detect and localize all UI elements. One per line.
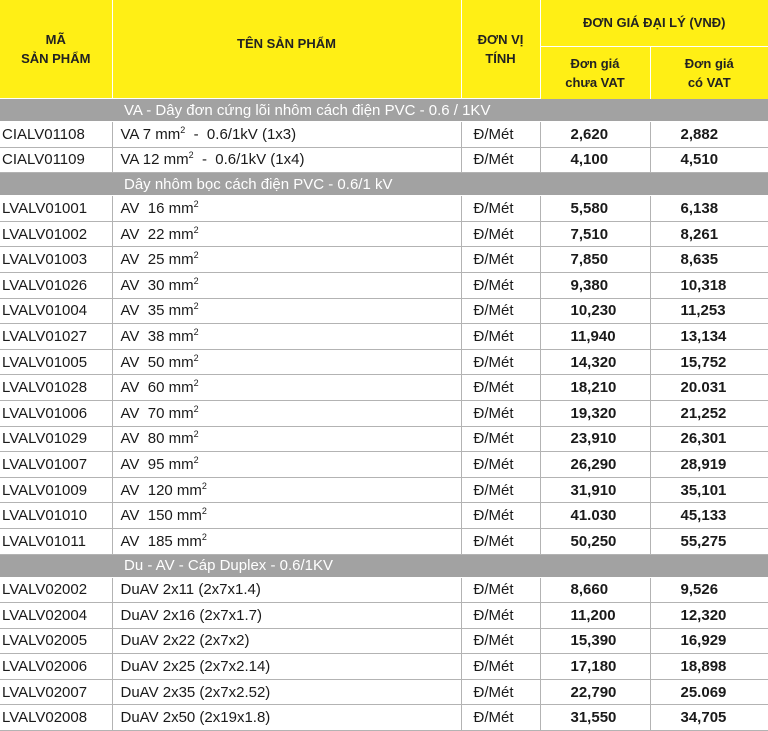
unit-cell: Đ/Mét	[461, 272, 540, 298]
table-row	[0, 477, 768, 503]
product-name-text: AV 120 mm	[121, 482, 202, 499]
unit-cell: Đ/Mét	[461, 324, 540, 350]
product-name-text: AV 16 mm	[121, 200, 194, 217]
section-row	[0, 554, 768, 577]
unit-exponent: 2	[194, 404, 199, 414]
price-with-vat-cell: 20.031	[650, 375, 768, 401]
table-row	[0, 196, 768, 222]
product-name-text: DuAV 2x11 (2x7x1.4)	[121, 581, 261, 598]
unit-exponent: 2	[194, 455, 199, 465]
price-with-vat-cell: 34,705	[650, 705, 768, 731]
product-code-cell: LVALV01029	[0, 426, 112, 452]
unit-cell: Đ/Mét	[461, 503, 540, 529]
unit-cell: Đ/Mét	[461, 528, 540, 554]
unit-cell: Đ/Mét	[461, 679, 540, 705]
price-with-vat-cell: 8,635	[650, 247, 768, 273]
product-name-cell	[112, 705, 461, 731]
table-header	[0, 0, 768, 99]
price-with-vat-cell: 15,752	[650, 349, 768, 375]
table-row	[0, 147, 768, 173]
section-row	[0, 173, 768, 196]
unit-exponent: 2	[194, 301, 199, 311]
price-before-vat-cell: 10,230	[540, 298, 650, 324]
table-row	[0, 528, 768, 554]
header-code-line1: MÃ	[0, 30, 112, 49]
price-with-vat-cell: 55,275	[650, 528, 768, 554]
unit-cell: Đ/Mét	[461, 400, 540, 426]
product-name-text: AV 95 mm	[121, 456, 194, 473]
price-with-vat-cell: 2,882	[650, 122, 768, 148]
table-row	[0, 705, 768, 731]
unit-exponent: 2	[194, 276, 199, 286]
product-name-cell	[112, 628, 461, 654]
price-before-vat-cell: 14,320	[540, 349, 650, 375]
product-name-cell	[112, 503, 461, 529]
table-row	[0, 324, 768, 350]
price-before-vat-cell: 31,910	[540, 477, 650, 503]
product-name-text: AV 150 mm	[121, 507, 202, 524]
product-name-cell	[112, 603, 461, 629]
table-row	[0, 272, 768, 298]
product-name-cell	[112, 577, 461, 603]
price-with-vat-cell: 4,510	[650, 147, 768, 173]
product-name-cell	[112, 147, 461, 173]
unit-cell: Đ/Mét	[461, 477, 540, 503]
product-code-cell: LVALV01028	[0, 375, 112, 401]
product-name-cell	[112, 654, 461, 680]
product-code-cell: LVALV02002	[0, 577, 112, 603]
product-name-text: AV 35 mm	[121, 302, 194, 319]
product-code-cell: LVALV01011	[0, 528, 112, 554]
table-row	[0, 628, 768, 654]
table-row	[0, 298, 768, 324]
product-code-cell: LVALV01010	[0, 503, 112, 529]
header-price-vat	[650, 46, 768, 98]
unit-cell: Đ/Mét	[461, 122, 540, 148]
product-code-cell: LVALV01001	[0, 196, 112, 222]
product-name-cell	[112, 247, 461, 273]
header-price-novat	[540, 46, 650, 98]
product-name-cell	[112, 298, 461, 324]
price-before-vat-cell: 31,550	[540, 705, 650, 731]
product-name-cell	[112, 324, 461, 350]
product-name-text: DuAV 2x16 (2x7x1.7)	[121, 607, 262, 624]
unit-cell: Đ/Mét	[461, 298, 540, 324]
price-before-vat-cell: 5,580	[540, 196, 650, 222]
product-name-text: VA 7 mm	[121, 126, 181, 143]
product-name-text: AV 60 mm	[121, 379, 194, 396]
product-name-cell	[112, 272, 461, 298]
product-name-cell	[112, 196, 461, 222]
table-row	[0, 247, 768, 273]
unit-exponent: 2	[194, 250, 199, 260]
product-code-cell: LVALV01003	[0, 247, 112, 273]
price-with-vat-cell: 10,318	[650, 272, 768, 298]
table-body	[0, 99, 768, 731]
header-unit-line1: ĐƠN VỊ	[462, 30, 540, 49]
product-code-cell: LVALV01004	[0, 298, 112, 324]
unit-cell: Đ/Mét	[461, 221, 540, 247]
header-price-vat-line2: có VAT	[651, 73, 768, 92]
unit-exponent: 2	[202, 532, 207, 542]
unit-exponent: 2	[202, 506, 207, 516]
table-row	[0, 122, 768, 148]
product-code-cell: LVALV01007	[0, 452, 112, 478]
product-name-cell	[112, 679, 461, 705]
header-price-novat-line2: chưa VAT	[541, 73, 650, 92]
product-name-text: AV 80 mm	[121, 430, 194, 447]
unit-cell: Đ/Mét	[461, 654, 540, 680]
table-row	[0, 375, 768, 401]
product-name-cell	[112, 528, 461, 554]
product-name-cell	[112, 221, 461, 247]
product-code-cell: CIALV01109	[0, 147, 112, 173]
product-name-text: DuAV 2x50 (2x19x1.8)	[121, 709, 271, 726]
unit-exponent: 2	[189, 150, 194, 160]
price-with-vat-cell: 12,320	[650, 603, 768, 629]
price-before-vat-cell: 4,100	[540, 147, 650, 173]
unit-exponent: 2	[194, 225, 199, 235]
header-price-vat-line1: Đơn giá	[651, 54, 768, 73]
product-name-text: AV 25 mm	[121, 251, 194, 268]
unit-exponent: 2	[202, 481, 207, 491]
product-code-cell: LVALV01006	[0, 400, 112, 426]
product-name-text: DuAV 2x25 (2x7x2.14)	[121, 658, 271, 675]
unit-cell: Đ/Mét	[461, 147, 540, 173]
product-name-cell	[112, 375, 461, 401]
product-name-cell	[112, 400, 461, 426]
product-code-cell: LVALV01005	[0, 349, 112, 375]
product-name-suffix: - 0.6/1kV (1x3)	[185, 126, 296, 143]
price-before-vat-cell: 50,250	[540, 528, 650, 554]
price-before-vat-cell: 22,790	[540, 679, 650, 705]
table-row	[0, 679, 768, 705]
section-title: Dây nhôm bọc cách điện PVC - 0.6/1 kV	[112, 173, 768, 196]
unit-cell: Đ/Mét	[461, 196, 540, 222]
price-with-vat-cell: 45,133	[650, 503, 768, 529]
product-code-cell: LVALV01026	[0, 272, 112, 298]
product-code-cell: LVALV02008	[0, 705, 112, 731]
unit-cell: Đ/Mét	[461, 452, 540, 478]
price-with-vat-cell: 25.069	[650, 679, 768, 705]
table-row	[0, 503, 768, 529]
product-name-text: AV 50 mm	[121, 354, 194, 371]
table-row	[0, 400, 768, 426]
header-unit	[461, 0, 540, 99]
table-row	[0, 349, 768, 375]
product-code-cell: LVALV01027	[0, 324, 112, 350]
price-before-vat-cell: 23,910	[540, 426, 650, 452]
price-with-vat-cell: 8,261	[650, 221, 768, 247]
unit-exponent: 2	[194, 378, 199, 388]
table-row	[0, 577, 768, 603]
header-price-group: ĐƠN GIÁ ĐẠI LÝ (VNĐ)	[540, 0, 768, 46]
price-before-vat-cell: 18,210	[540, 375, 650, 401]
price-with-vat-cell: 28,919	[650, 452, 768, 478]
price-before-vat-cell: 7,510	[540, 221, 650, 247]
price-before-vat-cell: 26,290	[540, 452, 650, 478]
unit-exponent: 2	[194, 353, 199, 363]
product-name-suffix: - 0.6/1kV (1x4)	[194, 151, 305, 168]
product-name-text: AV 70 mm	[121, 405, 194, 422]
unit-exponent: 2	[194, 199, 199, 209]
price-before-vat-cell: 19,320	[540, 400, 650, 426]
unit-cell: Đ/Mét	[461, 628, 540, 654]
price-before-vat-cell: 15,390	[540, 628, 650, 654]
product-name-text: DuAV 2x35 (2x7x2.52)	[121, 684, 271, 701]
unit-cell: Đ/Mét	[461, 349, 540, 375]
product-name-cell	[112, 477, 461, 503]
header-code-line2: SẢN PHẨM	[0, 49, 112, 68]
product-code-cell: LVALV01009	[0, 477, 112, 503]
product-code-cell: CIALV01108	[0, 122, 112, 148]
product-name-text: VA 12 mm	[121, 151, 189, 168]
price-with-vat-cell: 11,253	[650, 298, 768, 324]
price-before-vat-cell: 11,940	[540, 324, 650, 350]
product-name-text: DuAV 2x22 (2x7x2)	[121, 632, 250, 649]
product-name-cell	[112, 426, 461, 452]
product-code-cell: LVALV02004	[0, 603, 112, 629]
price-before-vat-cell: 17,180	[540, 654, 650, 680]
price-before-vat-cell: 7,850	[540, 247, 650, 273]
product-name-text: AV 30 mm	[121, 277, 194, 294]
header-unit-line2: TÍNH	[462, 49, 540, 68]
price-before-vat-cell: 41.030	[540, 503, 650, 529]
price-with-vat-cell: 9,526	[650, 577, 768, 603]
price-before-vat-cell: 2,620	[540, 122, 650, 148]
price-with-vat-cell: 13,134	[650, 324, 768, 350]
section-spacer	[0, 99, 112, 122]
product-name-text: AV 22 mm	[121, 226, 194, 243]
unit-exponent: 2	[180, 125, 185, 135]
product-name-text: AV 185 mm	[121, 533, 202, 550]
price-before-vat-cell: 9,380	[540, 272, 650, 298]
price-with-vat-cell: 18,898	[650, 654, 768, 680]
product-name-text: AV 38 mm	[121, 328, 194, 345]
price-before-vat-cell: 8,660	[540, 577, 650, 603]
unit-cell: Đ/Mét	[461, 577, 540, 603]
table-row	[0, 452, 768, 478]
header-code	[0, 0, 112, 99]
unit-cell: Đ/Mét	[461, 247, 540, 273]
price-with-vat-cell: 21,252	[650, 400, 768, 426]
unit-cell: Đ/Mét	[461, 375, 540, 401]
unit-cell: Đ/Mét	[461, 705, 540, 731]
product-code-cell: LVALV01002	[0, 221, 112, 247]
section-title: Du - AV - Cáp Duplex - 0.6/1KV	[112, 554, 768, 577]
table-row	[0, 603, 768, 629]
price-with-vat-cell: 35,101	[650, 477, 768, 503]
unit-exponent: 2	[194, 327, 199, 337]
section-spacer	[0, 554, 112, 577]
table-row	[0, 654, 768, 680]
product-code-cell: LVALV02006	[0, 654, 112, 680]
product-name-cell	[112, 122, 461, 148]
header-price-novat-line1: Đơn giá	[541, 54, 650, 73]
price-before-vat-cell: 11,200	[540, 603, 650, 629]
unit-exponent: 2	[194, 429, 199, 439]
table-row	[0, 221, 768, 247]
section-spacer	[0, 173, 112, 196]
table-row	[0, 426, 768, 452]
product-name-cell	[112, 349, 461, 375]
unit-cell: Đ/Mét	[461, 426, 540, 452]
product-code-cell: LVALV02005	[0, 628, 112, 654]
price-with-vat-cell: 16,929	[650, 628, 768, 654]
header-name: TÊN SẢN PHẨM	[112, 0, 461, 99]
section-title: VA - Dây đơn cứng lõi nhôm cách điện PVC - 0.6 / 1KV	[112, 99, 768, 122]
section-row	[0, 99, 768, 122]
price-with-vat-cell: 6,138	[650, 196, 768, 222]
product-name-cell	[112, 452, 461, 478]
price-with-vat-cell: 26,301	[650, 426, 768, 452]
product-code-cell: LVALV02007	[0, 679, 112, 705]
unit-cell: Đ/Mét	[461, 603, 540, 629]
